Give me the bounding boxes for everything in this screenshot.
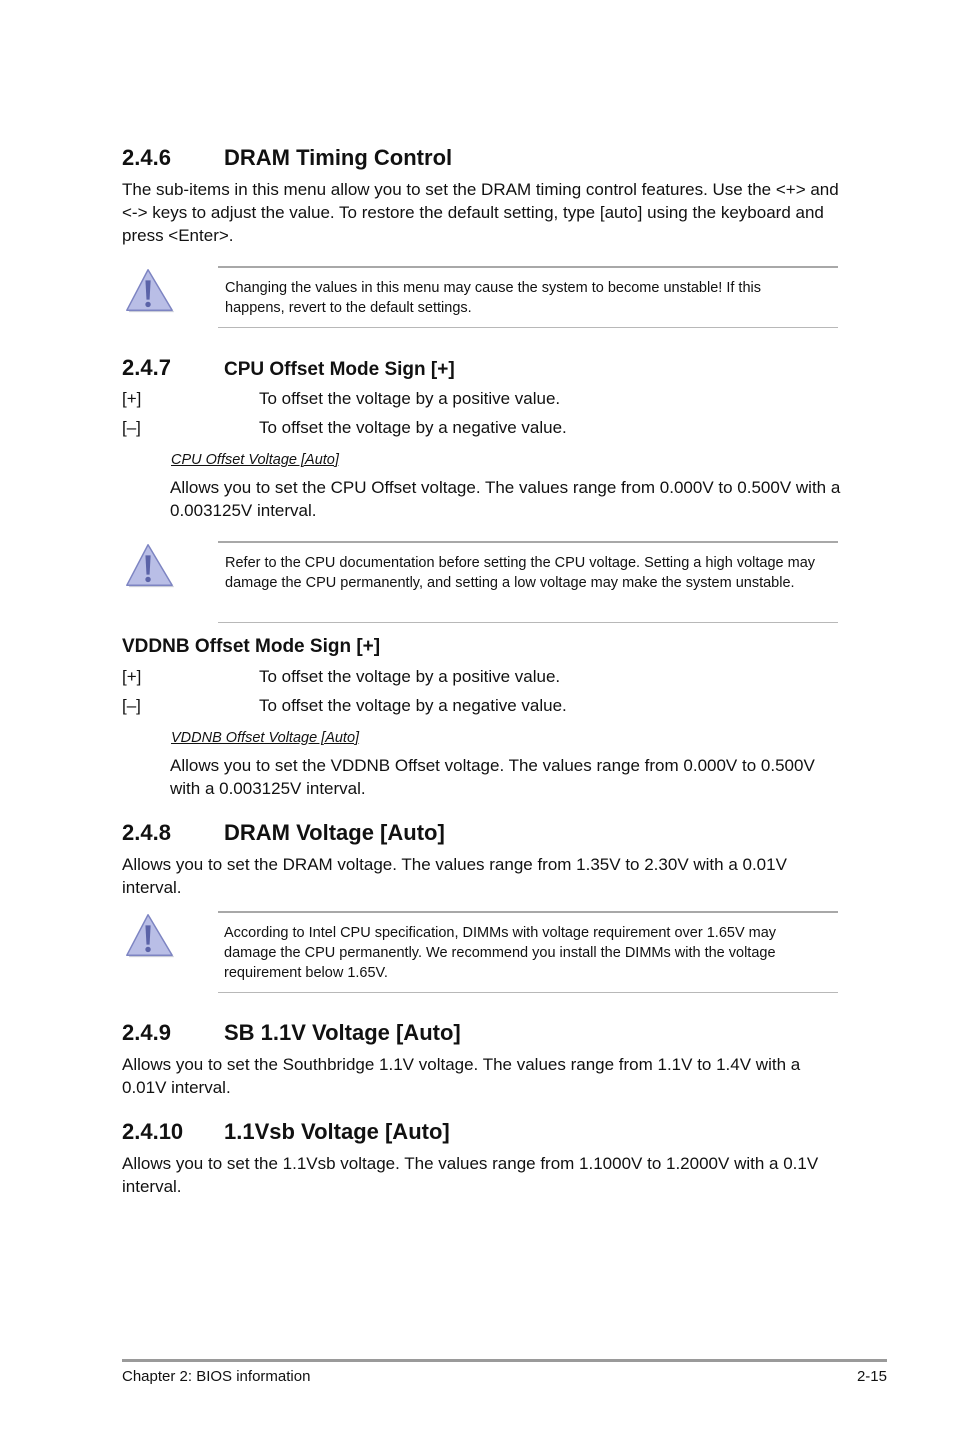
caution-note-text: Refer to the CPU documentation before setting the CPU voltage. Setting a high voltage may damage the CPU permanently, and setting a low voltage may make the system unstable. [225, 555, 816, 591]
subsection-heading-vddnb: VDDNB Offset Mode Sign [+] [122, 636, 381, 657]
sub-item-label: CPU Offset Voltage [Auto] [171, 452, 339, 468]
option-description: To offset the voltage by a negative value. [259, 696, 567, 715]
warning-icon [122, 265, 176, 315]
section-heading-2-4-10 [122, 1119, 722, 1145]
section-number: 2.4.8 [122, 820, 171, 845]
option-key: [–] [122, 418, 141, 437]
section-title: 1.1Vsb Voltage [Auto] [224, 1119, 450, 1144]
option-key: [–] [122, 696, 141, 715]
section-number: 2.4.6 [122, 145, 171, 170]
footer-page-number: 2-15 [856, 1368, 887, 1385]
sub-item-label: VDDNB Offset Voltage [Auto] [171, 730, 360, 746]
section-body-2-4-10: Allows you to set the 1.1Vsb voltage. The values range from 1.1000V to 1.2000V with a 0.1V interval. [122, 1154, 819, 1196]
option-row [122, 417, 722, 439]
option-row [122, 388, 722, 410]
option-row [122, 666, 722, 688]
caution-note-text: According to Intel CPU specification, DIMMs with voltage requirement over 1.65V may damage the CPU permanently. We recommend you install the DIMMs with the voltage requirement below 1.65V. [224, 925, 777, 981]
warning-icon [122, 910, 176, 960]
caution-note-2 [218, 541, 838, 623]
option-row [122, 695, 722, 717]
sub-item-body: Allows you to set the CPU Offset voltage. The values range from 0.000V to 0.500V with a 0.003125V interval. [170, 478, 841, 520]
footer-chapter: Chapter 2: BIOS information [122, 1368, 311, 1385]
option-description: To offset the voltage by a positive value. [259, 667, 561, 686]
warning-icon [122, 540, 176, 590]
section-number: 2.4.7 [122, 355, 171, 380]
caution-note-text: Changing the values in this menu may cause the system to become unstable! If this happens, revert to the default settings. [225, 280, 761, 316]
section-title: DRAM Voltage [Auto] [224, 820, 445, 845]
section-body-2-4-8: Allows you to set the DRAM voltage. The values range from 1.35V to 2.30V with a 0.01V interval. [122, 855, 787, 897]
option-description: To offset the voltage by a positive value. [259, 389, 561, 408]
section-body-2-4-6: The sub-items in this menu allow you to set the DRAM timing control features. Use the <+> and <-> keys to adjust the value. To restore the default setting, type [auto] using the keyboard and press <Enter>. [122, 180, 839, 245]
option-description: To offset the voltage by a negative value. [259, 418, 567, 437]
section-number: 2.4.10 [122, 1119, 184, 1144]
option-key: [+] [122, 667, 142, 686]
section-heading-2-4-7 [122, 355, 722, 381]
option-key: [+] [122, 389, 142, 408]
section-heading-2-4-9 [122, 1020, 722, 1046]
section-heading-2-4-6 [122, 145, 722, 171]
section-number: 2.4.9 [122, 1020, 171, 1045]
section-title: CPU Offset Mode Sign [+] [224, 359, 455, 380]
section-body-2-4-9: Allows you to set the Southbridge 1.1V voltage. The values range from 1.1V to 1.4V with a 0.01V interval. [122, 1055, 801, 1097]
section-heading-2-4-8 [122, 820, 722, 846]
section-title: SB 1.1V Voltage [Auto] [224, 1020, 461, 1045]
section-title: DRAM Timing Control [224, 145, 453, 170]
sub-item-body: Allows you to set the VDDNB Offset voltage. The values range from 0.000V to 0.500V with a 0.003125V interval. [170, 756, 815, 798]
footer-rule [122, 1359, 887, 1362]
caution-note-3 [218, 911, 838, 993]
caution-note-1 [218, 266, 838, 328]
